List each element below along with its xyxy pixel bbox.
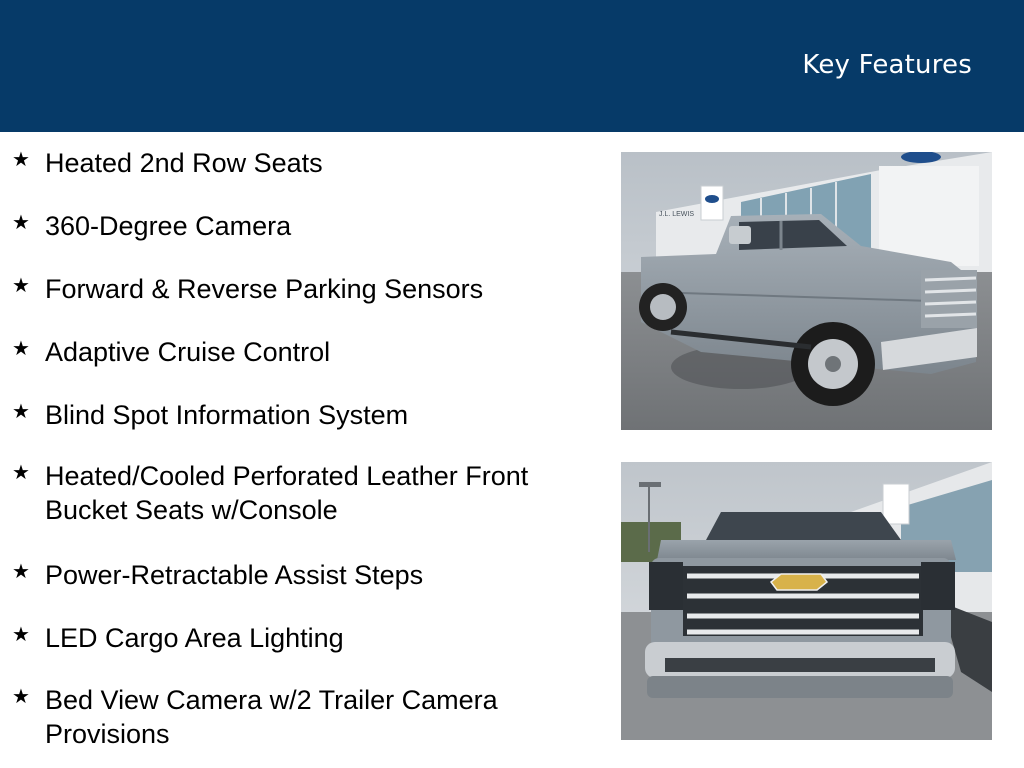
feature-label: Heated 2nd Row Seats [45, 148, 323, 178]
feature-label: Forward & Reverse Parking Sensors [45, 274, 484, 304]
feature-item [12, 146, 592, 180]
page-title: Key Features [802, 50, 972, 80]
feature-label: Bed View Camera w/2 Trailer Camera Provisions [45, 685, 498, 749]
truck-side-photo [621, 152, 992, 430]
star-icon: ★ [12, 212, 30, 234]
feature-item [12, 621, 592, 655]
feature-label: Blind Spot Information System [45, 400, 409, 430]
feature-label: Heated/Cooled Perforated Leather Front Bucket Seats w/Console [45, 461, 529, 525]
feature-item [12, 272, 592, 306]
feature-item [12, 398, 592, 432]
star-icon: ★ [12, 561, 30, 583]
feature-item [12, 558, 592, 592]
feature-label: LED Cargo Area Lighting [45, 623, 344, 653]
star-icon: ★ [12, 624, 30, 646]
feature-label: Adaptive Cruise Control [45, 337, 331, 367]
feature-item [12, 335, 592, 369]
feature-item [12, 459, 592, 527]
truck-front-image [621, 462, 992, 740]
feature-item [12, 209, 592, 243]
truck-front-photo [621, 462, 992, 740]
svg-text:J.L. LEWIS: J.L. LEWIS [659, 211, 695, 218]
star-icon: ★ [12, 338, 30, 360]
feature-item [12, 683, 592, 751]
header-bar [0, 0, 1024, 132]
star-icon: ★ [12, 275, 30, 297]
star-icon: ★ [12, 149, 30, 171]
feature-label: Power-Retractable Assist Steps [45, 560, 424, 590]
truck-side-image [621, 152, 992, 430]
star-icon: ★ [12, 686, 30, 708]
feature-label: 360-Degree Camera [45, 211, 292, 241]
star-icon: ★ [12, 401, 30, 423]
star-icon: ★ [12, 462, 30, 484]
